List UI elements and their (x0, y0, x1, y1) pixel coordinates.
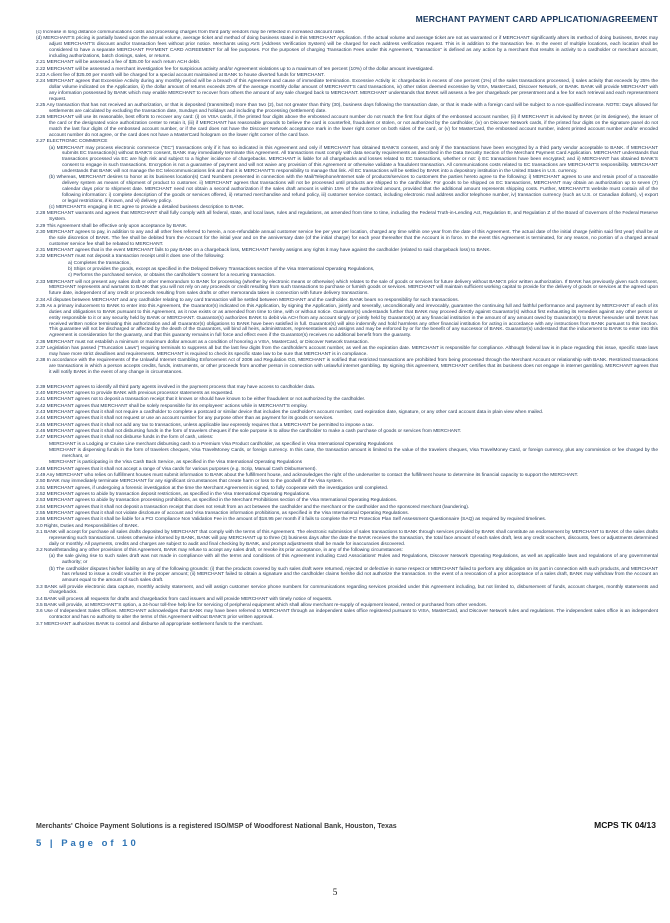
paragraph-2.21 (36, 60, 658, 66)
paragraph-number: 2.54 (36, 504, 47, 510)
paragraph-2.46 (36, 429, 658, 435)
paragraph-2.39 (36, 385, 658, 391)
paragraph-2.52 (36, 492, 658, 498)
paragraph-text: MERCHANT agrees that it shall not request or use an account number for any purpose other than as payment for its goods or services. (46, 416, 334, 422)
paragraph-2.34 (36, 298, 658, 304)
paragraph-text: the sale giving rise to such sales draft was not made in compliance with all the terms and conditions of this Agreement including Card Associations' Rules and Regulations, Discover Network Operating Regulations, as well as applicable laws and regulations of any governmental authority; or (56, 554, 658, 566)
paragraph-3.1 (36, 530, 658, 548)
paragraph-text: BANK may immediately terminate MERCHANT for any significant circumstances that create harm or loss to the goodwill of the Visa system. (46, 479, 343, 485)
paragraph-text: BANK will provide electronic data capture, monthly activity statement, and will assign customer service phone numbers for communications regarding services provided under this Agreement including, but not limited to, disbursement of funds, account charges, monthly statements and chargebacks. (44, 584, 658, 596)
paragraph-c (68, 273, 658, 279)
paragraph-text: MERCHANT agrees that it shall not disbursing funds in the form of travelers cheques if the sole purpose is to allow the cardholder to make a cash purchase of goods or services from MERCHANT. (46, 429, 462, 434)
paragraph-number: 2.32 (36, 254, 47, 260)
paragraph-text: MERCHANT'S pricing is partially based upon the annual volume, average ticket and method of doing business stated in this MERCHANT Application. If the actual volume and average ticket are not as warranted or if MERCHANT significantly alters its method of doing business, BANK may adjust MERCHANT'S discount and/or transaction fees without prior notice. Merchants using AVS (Address Verification System) will be charged for each address verification request. This is in addition to the transaction fee. In the event of multiple locations, each location shall be considered to have a separate MERCHANT PAYMENT CARD AGREEMENT for all fee purposes. For the purposes of charging Transaction Fees under this Agreement, “transaction” is defined as any action by a merchant that results in activity to a cardholder or merchant account, including authorizations, batch closings, sales, or returns. (43, 36, 658, 59)
paragraph-2.42 (36, 404, 658, 410)
footer-doc-code: MCPS TK 04/13 (594, 820, 656, 830)
paragraph-number: (b) (49, 566, 57, 572)
paragraph-2.48 (36, 467, 658, 473)
paragraph-2.41 (36, 397, 658, 403)
paragraph-text: MERCHANT agrees that it shall not require a cardholder to complete a postcard or similar device that includes the cardholder's account number, card expiration date, signature, or any other card account data in plain view when mailed. (46, 409, 544, 415)
paragraph-text: MERCHANT agrees that MERCHANT shall be solely responsible for its employees' actions while in MERCHANT'S employ. (46, 403, 308, 409)
paragraph-text: BANK will provide, at MERCHANT'S option, a 24-hour toll-free help line for servicing of peripheral equipment which shall allow merchant re-supply of equipment leased, rented or purchased from other vendors. (44, 603, 487, 609)
paragraph-3.6 (36, 609, 658, 621)
paragraph-number: 2.33 (36, 279, 47, 285)
paragraph-number: 3.3 (36, 584, 45, 590)
paragraph-number: a) (68, 260, 74, 266)
paragraph-text: MERCHANT agrees that it shall not deposit a transaction receipt that does not result from an act between the cardholder and the merchant or the cardholder and the sponsored merchant (laundering). (46, 504, 470, 510)
paragraph-text: BANK will accept for purchase all sales drafts deposited by MERCHANT that comply with the terms of this Agreement. The electronic submission of sales transactions to BANK through services provided by BANK shall constitute an endorsement by MERCHANT to BANK of the sales drafts representing such transactions. Unless otherwise informed by BANK, BANK will pay MERCHANT up to three (3) business days after the date the BANK receives the transaction, the total face amount of each sales draft, less any credit vouchers, discounts, fees or adjustments determined daily or monthly. All payments, credits and charges are subject to audit and final checking by BANK, and prompt adjustments shall be made for inaccuracies discovered. (44, 530, 658, 547)
paragraph-number: 2.40 (36, 390, 47, 396)
paragraph-number: 2.42 (36, 403, 47, 409)
paragraph-text: All disputes between MERCHANT and any cardholder relating to any card transaction will be settled between MERCHANT and the cardholder. BANK bears no responsibility for such transactions. (46, 297, 459, 303)
paragraph-text: MERCHANT is participating in the Visa Cash Back Service, as specified in the Visa International Operating Regulations (49, 460, 303, 466)
paragraph-text: MERCHANT is dispensing funds in the form of travelers cheques, Visa TravelMoney Cards, or foreign currency. In this case, the transaction amount is limited to the value of the travelers cheques, Visa TravelMoney Card, or foreign currency, plus any commission or fee charged by the merchant, or (49, 448, 658, 459)
page-title: MERCHANT PAYMENT CARD APPLICATION/AGREEMENT (415, 14, 658, 24)
paragraph-2.56 (36, 517, 658, 523)
paragraph-text: Rights, Duties and Responsibilities of BANK. (44, 523, 139, 529)
paragraph-text: MERCHANT must not establish a minimum or maximum dollar amount as a condition of honoring a VISA, MasterCard, or Discover Network transaction. (46, 339, 369, 345)
paragraph-text: MERCHANT agrees to pay, in addition to any and all other fees referred to herein, a non-refundable annual customer service fee per year per location, charged any time within one year from the date of this Agreement. The actual date of the initial charge (within said first year) shall be at the sole discretion of BANK. The fee shall be debited from the Account for the initial year and on the anniversary date (of the initial charge) for each year thereafter that the Account is in force. In the event this Agreement is terminated, for any reason, no portion of a charged annual customer service fee shall be rebated to MERCHANT. (46, 229, 658, 247)
paragraph-3.0 (36, 524, 658, 530)
paragraph-item (49, 448, 658, 460)
paragraph-text: MERCHANT agrees to identify all third party agents involved in the payment process that may have access to cardholder data. (46, 384, 316, 390)
footer (36, 820, 656, 830)
paragraph-text: MERCHANT warrants and agrees that MERCHANT shall fully comply with all federal, state, and local laws, rules and regulations, as amended from time to time, including the Federal Truth-in-Lending Act, Regulation E, and Regulation Z of the Board of Governors of the Federal Reserve System. (46, 211, 658, 223)
paragraph-number: 2.22 (36, 66, 47, 72)
paragraph-2.51 (36, 486, 658, 492)
paragraph-3.4 (36, 597, 658, 603)
paragraph-text: Completes the transaction, (73, 260, 131, 266)
paragraph-number: (a) (49, 554, 57, 560)
paragraph-text: Ships or provides the goods, except as specified in the Delayed Delivery Transactions section of the Visa International Operating Regulations, (73, 266, 375, 272)
paragraph-number: 2.27 (36, 139, 47, 145)
paragraph-number: 2.53 (36, 498, 47, 504)
paragraph-text: MERCHANT agrees that it shall not disburse funds in the form of cash, unless: (46, 435, 214, 441)
paragraph-2.33 (36, 280, 658, 298)
paragraph-a (68, 261, 658, 267)
paragraph-2.35 (36, 304, 658, 339)
paragraph-number: 2.26 (36, 115, 47, 121)
paragraph-number: 2.41 (36, 397, 47, 403)
paragraph-text: BANK will process all requests for drafts and chargebacks from card issuers and will provide MERCHANT with timely notice of requests. (44, 596, 333, 602)
paragraph-text: The cardholder disputes his/her liability on any of the following grounds: (i) that the products covered by such sales draft were returned, rejected or defective in some respect or MERCHANT failed to perform any obligation on its part in connection with such products, and MERCHANT has refused to issue a credit voucher in the proper amount; (ii) MERCHANT failed to obtain a signature and the cardholder claims he/she did not authorize the transaction. In the event of a revocation of a prior acceptance of a sales draft, BANK may withdraw from the Account an amount equal to the amount of such sales draft. (56, 566, 658, 584)
paragraph-number: 2.44 (36, 416, 47, 422)
paragraph-number: 2.36 (36, 339, 47, 345)
paragraph-number: c) (68, 273, 74, 279)
paragraph-2.29 (36, 224, 658, 230)
paragraph-text: A client fee of $25.00 per month will be charged for a special account maintained at BANK to house diverted funds for MERCHANT. (46, 72, 325, 78)
paragraph-3.3 (36, 585, 658, 597)
paragraph-a (49, 146, 658, 175)
paragraph-text: This Agreement shall be effective only upon acceptance by BANK. (46, 223, 188, 229)
paragraph-item (49, 442, 658, 448)
paragraph-2.55 (36, 511, 658, 517)
paragraph-number: 2.31 (36, 247, 47, 253)
paragraph-number: b) (68, 266, 74, 272)
paragraph-text: MERCHANT will be assessed a fee of $35.00 for each return ACH debit. (46, 60, 201, 66)
agreement-body (36, 30, 658, 816)
paragraph-2.40 (36, 391, 658, 397)
paragraph-2.37 (36, 346, 658, 358)
paragraph-number: 3.6 (36, 609, 45, 615)
paragraph-b (49, 567, 658, 585)
paragraph-number: 3.4 (36, 596, 45, 602)
paragraph-text: Any MERCHANT who relies on fulfillment houses must submit information to BANK about the fulfillment house, and acknowledges the right of the underwriter to contact the fulfillment house to determine its financial capacity to support the MERCHANT. (46, 472, 579, 478)
paragraph-text: MERCHANT agrees to provide BANK with previous processor statements as requested. (46, 390, 234, 396)
paragraph-2.50 (36, 479, 658, 485)
paragraph-2.36 (36, 340, 658, 346)
paragraph-text: MERCHANT agrees that it shall not violate disclosure of account and Visa transaction information prohibitions, as specified in the Visa International Operating Regulations. (46, 510, 410, 516)
paragraph-number: (b) (49, 175, 57, 181)
paragraph-2.22 (36, 67, 658, 73)
paragraph-number: 2.37 (36, 345, 47, 351)
paragraph-text: As a primary inducement to BANK to enter into this Agreement, the Guarantor(s) indicated on this Application, by signing the Application, jointly and severally, unconditionally and irrevocably, guarantee the continuing full and faithful performance and payment by MERCHANT of each of its duties and obligations to BANK pursuant to this Agreement, as it now exists or as amended from time to time, with or without notice. Guarantor(s) understands further that BANK may proceed directly against Guarantor(s) without first exhausting its remedies against any other person or entity responsible to it or any security held by BANK or MERCHANT. Guarantor(s) authorizes BANK to debit via ACH from any account singly or jointly held by Guarantor(s) at any financial institution in the amount of any amount owed by Guarantor(s) to BANK hereunder until BANK has received written notice terminating this authorization and all Guarantor(s) obligations to BANK have been satisfied in full. Guarantor(s) will also indemnify and hold harmless any other financial institution for acting in accordance with any instructions from BANK pursuant to this Section. This guarantee will not be discharged or affected by the death of the Guarantors, will bind all heirs, administrators, representatives and assigns and may be enforced by or for the benefit of any successor of BANK. Guarantor(s) understand that the inducement to BANK to enter into this Agreement is consideration for the guaranty, and that this guaranty remains in full force and effect even if the Guarantor(s) receives no additional benefit from the guaranty. (46, 303, 658, 339)
paragraph-text: Increase in long distance communications costs and processing charges from third party vendors may be reflected in increased discount rates. (42, 30, 346, 35)
paragraph-number: 2.48 (36, 466, 47, 472)
paragraph-text: MERCHANT authorizes BANK to control and disburse all appropriate settlement funds to the merchant. (44, 621, 264, 627)
paragraph-number: 2.39 (36, 384, 47, 390)
paragraph-2.31 (36, 248, 658, 254)
paragraph-d (36, 36, 658, 59)
paragraph-number: 2.28 (36, 211, 47, 217)
paragraph-number: 2.55 (36, 510, 47, 516)
paragraph-number: 2.35 (36, 303, 47, 309)
paragraph-text: MERCHANT may process electronic commerce (“EC”) transactions only if it has so indicated in this Agreement and only if MERCHANT has obtained BANK'S consent, and only if the transactions have been encrypted by a third party vendor acceptable to BANK. If MERCHANT submits EC transaction(s) without BANK'S consent, BANK may immediately terminate this Agreement. All transactions must comply with data security requirements as described in the Data Security Section of the Merchant Payment Card Application. MERCHANT understands that transactions processed via EC are high risk and subject to a higher incidence of chargebacks. MERCHANT is liable for all chargebacks and losses related to EC transactions, whether or not: i) EC transactions have been encrypted; and ii) MERCHANT has obtained BANK'S consent to engage in such transactions. Encryption is not a guarantee of payment and will not waive any provision of this Agreement or otherwise validate a fraudulent transaction. All communications costs related to EC transactions are MERCHANT'S responsibility. MERCHANT understands that BANK will not manage the EC telecommunications link and that it is MERCHANT'S responsibility to manage that link. All EC transactions will be settled by BANK into a depository institution in the United States in U.S. currency. (56, 145, 658, 174)
paragraph-text: MERCHANT must not deposit a transaction receipt until it does one of the following: (46, 254, 225, 260)
paragraph-2.38 (36, 358, 658, 376)
paragraph-text: MERCHANT will use its reasonable, best efforts to recover any card: (i) on VISA cards, if the printed four digits above the embossed account number do not match the first four digits of the embossed account number, (ii) if MERCHANT is advised by BANK (or its designee), the issuer of the card or the designated voice authorization center to retain it, (iii) if MERCHANT has reasonable grounds to believe the card is counterfeit, fraudulent or stolen, or not authorized by the cardholder, (iv) on Discover Network cards, if the printed four digits on the signature panel do not match the last four digits of the embossed account number, or if the card does not have the Discover Network acceptance mark in the lower right corner on both sides of the card, or (v) for MasterCard, the embossed account number, indent printed account number and/or encoded account number do not agree, or the card does not have a MasterCard hologram on the lower right corner of the card face. (46, 115, 658, 138)
paragraph-number: 3.5 (36, 603, 45, 609)
paragraph-2.26 (36, 115, 658, 138)
paragraph-text: Performs the purchased service, or obtains the cardholder's consent for a recurring transaction. (73, 273, 276, 279)
paragraph-number: 2.43 (36, 409, 47, 415)
paragraph-b (49, 175, 658, 204)
paragraph-number: 3.7 (36, 621, 45, 627)
paragraph-2.53 (36, 498, 658, 504)
paragraph-a (49, 554, 658, 566)
paragraph-number: (c) (49, 204, 56, 210)
paragraph-number: 2.46 (36, 429, 47, 434)
paragraph-3.2 (36, 548, 658, 554)
paragraph-text: Use of Independent Sales Offices. MERCHANT acknowledges that BANK may have been referred to MERCHANT through an independent sales office registered pursuant to VISA, MasterCard, and Discover Network rules and regulations. The independent sales office is an independent contractor and has no authority to alter the terms of this Agreement without BANK'S prior written approval. (44, 609, 658, 621)
paragraph-number: (a) (49, 145, 57, 151)
paragraph-number: 2.47 (36, 435, 47, 441)
paragraph-2.25 (36, 103, 658, 115)
paragraph-text: Any transaction that has not received an authorization, or that is deposited (transmitted) more than two (2), but not greater than thirty (30), business days following the transaction date, or that is made with a foreign card will be subject to a non-qualified increase. NOTE: Days allowed for settlements are calculated by excluding the transaction date, Sundays and holidays and including the processing (settlement) date. (46, 103, 658, 114)
paragraph-number: 2.29 (36, 223, 47, 229)
paragraph-text: ELECTRONIC COMMERCE (46, 139, 108, 145)
paragraph-text: Notwithstanding any other provisions of this Agreement, BANK may refuse to accept any sales draft, or revoke its prior acceptance, in any of the following circumstances: (44, 548, 403, 554)
paragraph-text: MERCHANT will not present any sales draft or other memorandum to BANK for processing (whether by electronic means or otherwise) which relates to the sale of goods or services for future delivery without BANK'S prior written authorization. If BANK has previously given such consent, MERCHANT represents and warrants to BANK that you will not rely on any proceeds or credit resulting from such transactions to purchase or furnish goods or services. MERCHANT will maintain sufficient working capital to provide for the delivery of goods or services at the agreed upon future date, independent of any credit or proceeds resulting from sales drafts or other memoranda taken in connection with future delivery transactions. (46, 279, 658, 297)
paragraph-2.44 (36, 416, 658, 422)
paragraph-c (36, 30, 658, 36)
paragraph-text: MERCHANT agrees that it shall not accept a range of Visa cards for various purposes (e.g. Scrip, Manual Cash Disbursement). (46, 466, 317, 472)
paragraph-number: 3.0 (36, 523, 45, 529)
paragraph-number: 2.50 (36, 479, 47, 485)
paragraph-b (68, 267, 658, 273)
paragraph-number: 3.2 (36, 548, 45, 554)
paragraph-number: 2.21 (36, 60, 47, 66)
footer-page-label: 5 | Page of 10 (36, 838, 139, 849)
paragraph-2.54 (36, 505, 658, 511)
paragraph-2.47 (36, 435, 658, 441)
paragraph-text: MERCHANT agrees that Excessive Activity during any monthly period will be a breach of this Agreement and cause of immediate termination. Excessive Activity is: chargebacks in excess of one percent (1%) of the sales transactions processed, i) sales activity that exceeds by 25% the dollar volume indicated on the Application, ii) the dollar amount of returns exceeds 20% of the average monthly dollar amount of MERCHANT'S card transactions, iv) other ratios deemed excessive by VISA, MasterCard, Discover Network, or BANK. BANK will provide MERCHANT with any information possessed by BANK which may enable MERCHANT to recover from others the amount of any sale charged back to MERCHANT. MERCHANT understands that BANK will assess a fee per chargeback per presentment and a fee for each retrieval and each representment request. (46, 79, 658, 102)
paragraph-text: Legislation has passed (“Truncation Laws”) requiring terminals to suppress all but the last few digits from the cardholder's account number, as well as the expiration date. MERCHANT is responsible for compliance. Although federal law is in place regarding this issue, specific state laws may have more strict deadlines and requirements. MERCHANT is required to check its specific state law to be sure that MERCHANT is in compliance. (46, 345, 658, 357)
paragraph-number: (d) (36, 36, 44, 42)
paragraph-number: 3.1 (36, 530, 45, 535)
paragraph-number: 2.52 (36, 491, 47, 497)
paragraph-text: MERCHANTS engaging in EC agree to provide a detailed business description to BANK. (55, 204, 245, 210)
paragraph-text: MERCHANT is a Lodging or Cruise Line merchant disbursing cash to a Premium Visa Product cardholder, as specified in Visa International Operating Regulations (49, 441, 393, 447)
paragraph-3.7 (36, 622, 658, 628)
paragraph-2.23 (36, 73, 658, 79)
paragraph-2.32 (36, 254, 658, 260)
paragraph-item (49, 460, 658, 466)
page-number: 5 (332, 888, 338, 898)
paragraph-2.43 (36, 410, 658, 416)
paragraph-2.28 (36, 211, 658, 223)
paragraph-text: MERCHANT agrees that in the event MERCHANT fails to pay BANK on a chargeback loss, MERCHANT hereby assigns any rights it may have against the cardholder (related to said chargeback loss) to BANK. (46, 247, 491, 253)
paragraph-text: MERCHANT agrees that it shall be liable for a PCI Compliance Non Validation Fee in the amount of $18.95 per month if it fails to complete the PCI Protection Plan Self Assessment Questionnaire (SAQ) as required by required timelines. (46, 517, 547, 523)
paragraph-number: (c) (36, 30, 43, 35)
paragraph-2.45 (36, 423, 658, 429)
paragraph-text: In accordance with the requirements of the Unlawful Internet Gambling Enforcement Act of 2006 and Regulation GG, MERCHANT is notified that restricted transactions are prohibited from being processed through the Merchant Account or relationship with BANK. Restricted transactions are transactions in which a person accepts credits, funds, instruments, or other proceeds from another person in connection with unlawful internet gambling. By signing this agreement, MERCHANT certifies that its business does not engage in internet gambling. MERCHANT agrees that it will notify BANK in the event of any change in circumstances. (46, 358, 658, 375)
paragraph-number: 2.38 (36, 358, 47, 364)
paragraph-number: 2.30 (36, 229, 47, 235)
paragraph-number: 2.24 (36, 79, 47, 85)
paragraph-text: MERCHANT agrees, if undergoing a forensic investigation at the time the Merchant Agreement is signed, to fully cooperate with the investigation until completed. (46, 485, 389, 491)
paragraph-text: MERCHANT agrees that it shall not add any tax to transactions, unless applicable law expressly requires that a MERCHANT be permitted to impose a tax. (46, 422, 374, 428)
paragraph-text: Whereas, MERCHANT desires to honor at its business location(s) Card Numbers presented in connection with the Mail/Telephone/Internet sale of products/services to customers the parties hereto agree to the following: i) MERCHANT agrees to use and retain proof of a traceable delivery system as means of shipment of product to customer. ii) MERCHANT agrees that transactions will not be processed until products are shipped to the cardholder. For goods to be shipped on EC transactions, MERCHANT may obtain an authorization up to seven (7) calendar days prior to shipment date. MERCHANT need not obtain a second authorization if the sales draft amount is within 15% of the authorized amount, provided that the additional amount represents shipping costs. Further, MERCHANT'S website must contain all of the following information: i) complete description of the goods or services offered, ii) returned merchandise and refund policy, iii) customer service contact, including electronic mail address and/or telephone number, iv) transaction currency (such as U.S. or Canadian dollars), v) export or legal restrictions, if known, and vi) delivery policy. (56, 175, 658, 204)
paragraph-number: 2.56 (36, 517, 47, 523)
paragraph-text: MERCHANT agrees not to deposit a transaction receipt that it knows or should have known to be either fraudulent or not authorized by the cardholder. (46, 397, 366, 403)
paragraph-number: 2.23 (36, 72, 47, 78)
paragraph-2.30 (36, 230, 658, 248)
paragraph-2.49 (36, 473, 658, 479)
paragraph-2.27 (36, 139, 658, 145)
paragraph-number: 2.45 (36, 422, 47, 428)
paragraph-number: 2.51 (36, 485, 47, 491)
paragraph-number: 2.34 (36, 297, 47, 303)
paragraph-text: MERCHANT agrees to abide by transaction deposit restrictions, as specified in the Visa International Operating Regulations. (46, 491, 311, 497)
paragraph-text: MERCHANT agrees to abide by transaction processing prohibitions, as specified in the Merchant Prohibitions section of the Visa International Operating Regulations. (46, 498, 398, 504)
paragraph-c (49, 205, 658, 211)
paragraph-number: 2.25 (36, 103, 47, 109)
footer-company-line: Merchants' Choice Payment Solutions is a registered ISO/MSP of Woodforest National Bank, Houston, Texas (36, 823, 397, 830)
paragraph-text: MERCHANT will be assessed a merchant investigation fee for suspicious activity and/or Agreement violations up to a maximum of ten percent (10%) of the dollar amount investigated. (46, 66, 434, 72)
paragraph-2.24 (36, 79, 658, 102)
paragraph-number: 2.49 (36, 472, 47, 478)
